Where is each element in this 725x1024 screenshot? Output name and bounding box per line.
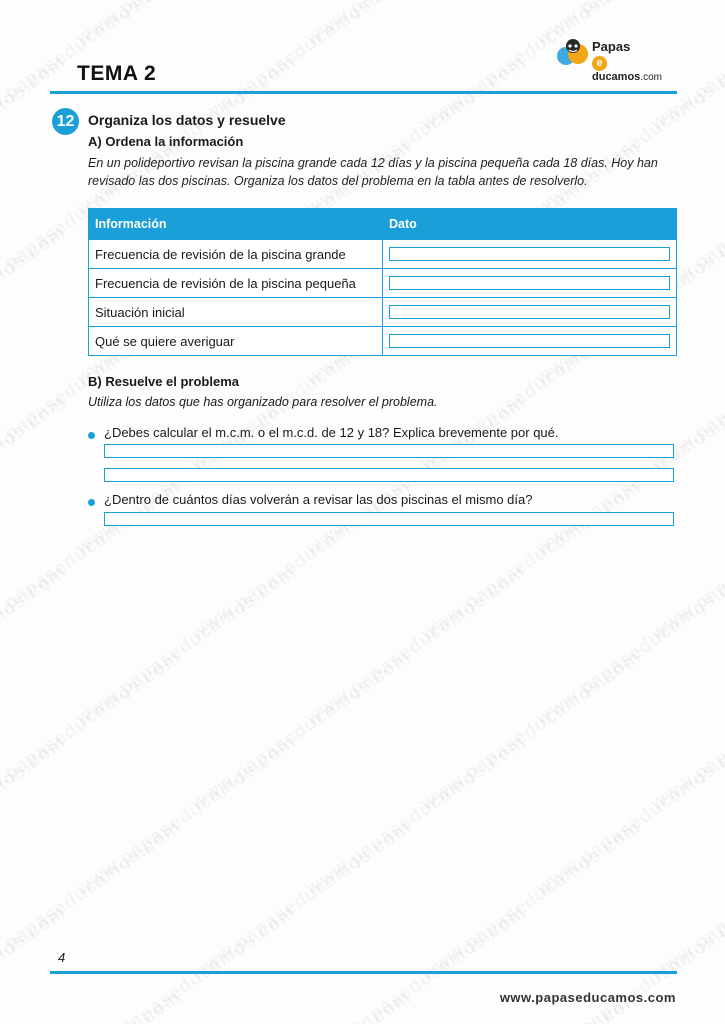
answer-field-2[interactable]: [104, 512, 674, 526]
info-table: [88, 208, 677, 356]
header-informacion: Información: [89, 209, 383, 240]
watermark-text: [72, 902, 300, 1024]
dato-input-small-pool[interactable]: [389, 276, 670, 290]
watermark-text: [647, 477, 725, 646]
watermark-text: [0, 52, 71, 221]
page-number: 4: [58, 950, 66, 965]
logo-line1: Papas: [592, 39, 631, 54]
watermark-text: [0, 987, 186, 1024]
answer-field-1a[interactable]: [104, 444, 674, 458]
logo-line2: [592, 56, 676, 83]
exercise-number-badge: 12: [52, 108, 79, 135]
header-divider: [50, 91, 677, 94]
row-label: Qué se quiere averiguar: [89, 327, 383, 356]
watermark-text: [417, 817, 645, 986]
watermark-text: [647, 647, 725, 816]
papaseducamos-logo: [556, 36, 676, 83]
logo-e-badge: e: [592, 56, 607, 71]
watermark-text: [0, 392, 71, 561]
watermark-text: [0, 562, 71, 731]
dato-input-initial[interactable]: [389, 305, 670, 319]
footer-url: www.papaseducamos.com: [499, 990, 676, 1005]
table-row: [89, 269, 677, 298]
answer-field-1b[interactable]: [104, 468, 674, 482]
watermark-text: [0, 647, 186, 816]
watermark-text: [72, 562, 300, 731]
question-2: ¿Dentro de cuántos días volverán a revisar las dos piscinas el mismo día?: [104, 492, 533, 507]
watermark-text: [187, 817, 415, 986]
watermark-text: [302, 732, 530, 901]
watermark-text: [302, 902, 530, 1024]
kids-logo-icon: [556, 36, 590, 70]
data-cell: [383, 298, 677, 327]
watermark-text: [532, 562, 725, 731]
watermark-text: [532, 732, 725, 901]
watermark-text: [302, 0, 530, 50]
watermark-text: [302, 52, 530, 221]
logo-suffix: .com: [640, 72, 662, 83]
table-row: [89, 240, 677, 269]
watermark-text: [0, 732, 71, 901]
row-label: Frecuencia de revisión de la piscina pequeña: [89, 269, 383, 298]
watermark-text: [0, 222, 71, 391]
data-cell: [383, 240, 677, 269]
part-a-intro: En un polideportivo revisan la piscina grande cada 12 días y la piscina pequeña cada 18 días. Hoy han revisado las dos piscinas. Organiza los datos del problema en la tabla antes de resolverlo.: [88, 156, 658, 188]
watermark-text: [0, 0, 71, 50]
logo-word: ducamos: [592, 71, 641, 83]
watermark-text: [72, 732, 300, 901]
watermark-text: [647, 817, 725, 986]
watermark-text: [417, 647, 645, 816]
data-cell: [383, 269, 677, 298]
watermark-text: [72, 0, 300, 50]
row-label: Frecuencia de revisión de la piscina grande: [89, 240, 383, 269]
part-a-heading: A) Ordena la información: [88, 134, 244, 149]
page-title: TEMA 2: [77, 62, 157, 85]
data-cell: [383, 327, 677, 356]
table-row: [89, 327, 677, 356]
dato-input-goal[interactable]: [389, 334, 670, 348]
dato-input-large-pool[interactable]: [389, 247, 670, 261]
watermark-text: [532, 902, 725, 1024]
bullet-icon: [88, 432, 95, 439]
bullet-icon: [88, 499, 95, 506]
exercise-title: Organiza los datos y resuelve: [88, 112, 286, 128]
header-dato: Dato: [383, 209, 677, 240]
watermark-text: [187, 987, 415, 1024]
watermark-text: [302, 562, 530, 731]
watermark-text: [187, 647, 415, 816]
part-b-heading: B) Resuelve el problema: [88, 374, 239, 389]
watermark-text: [0, 817, 186, 986]
table-header-row: [89, 209, 677, 240]
table-row: [89, 298, 677, 327]
part-b-intro: Utiliza los datos que has organizado para resolver el problema.: [88, 395, 438, 409]
footer-divider: [50, 971, 677, 974]
row-label: Situación inicial: [89, 298, 383, 327]
question-1: ¿Debes calcular el m.c.m. o el m.c.d. de 12 y 18? Explica brevemente por qué.: [104, 425, 559, 440]
